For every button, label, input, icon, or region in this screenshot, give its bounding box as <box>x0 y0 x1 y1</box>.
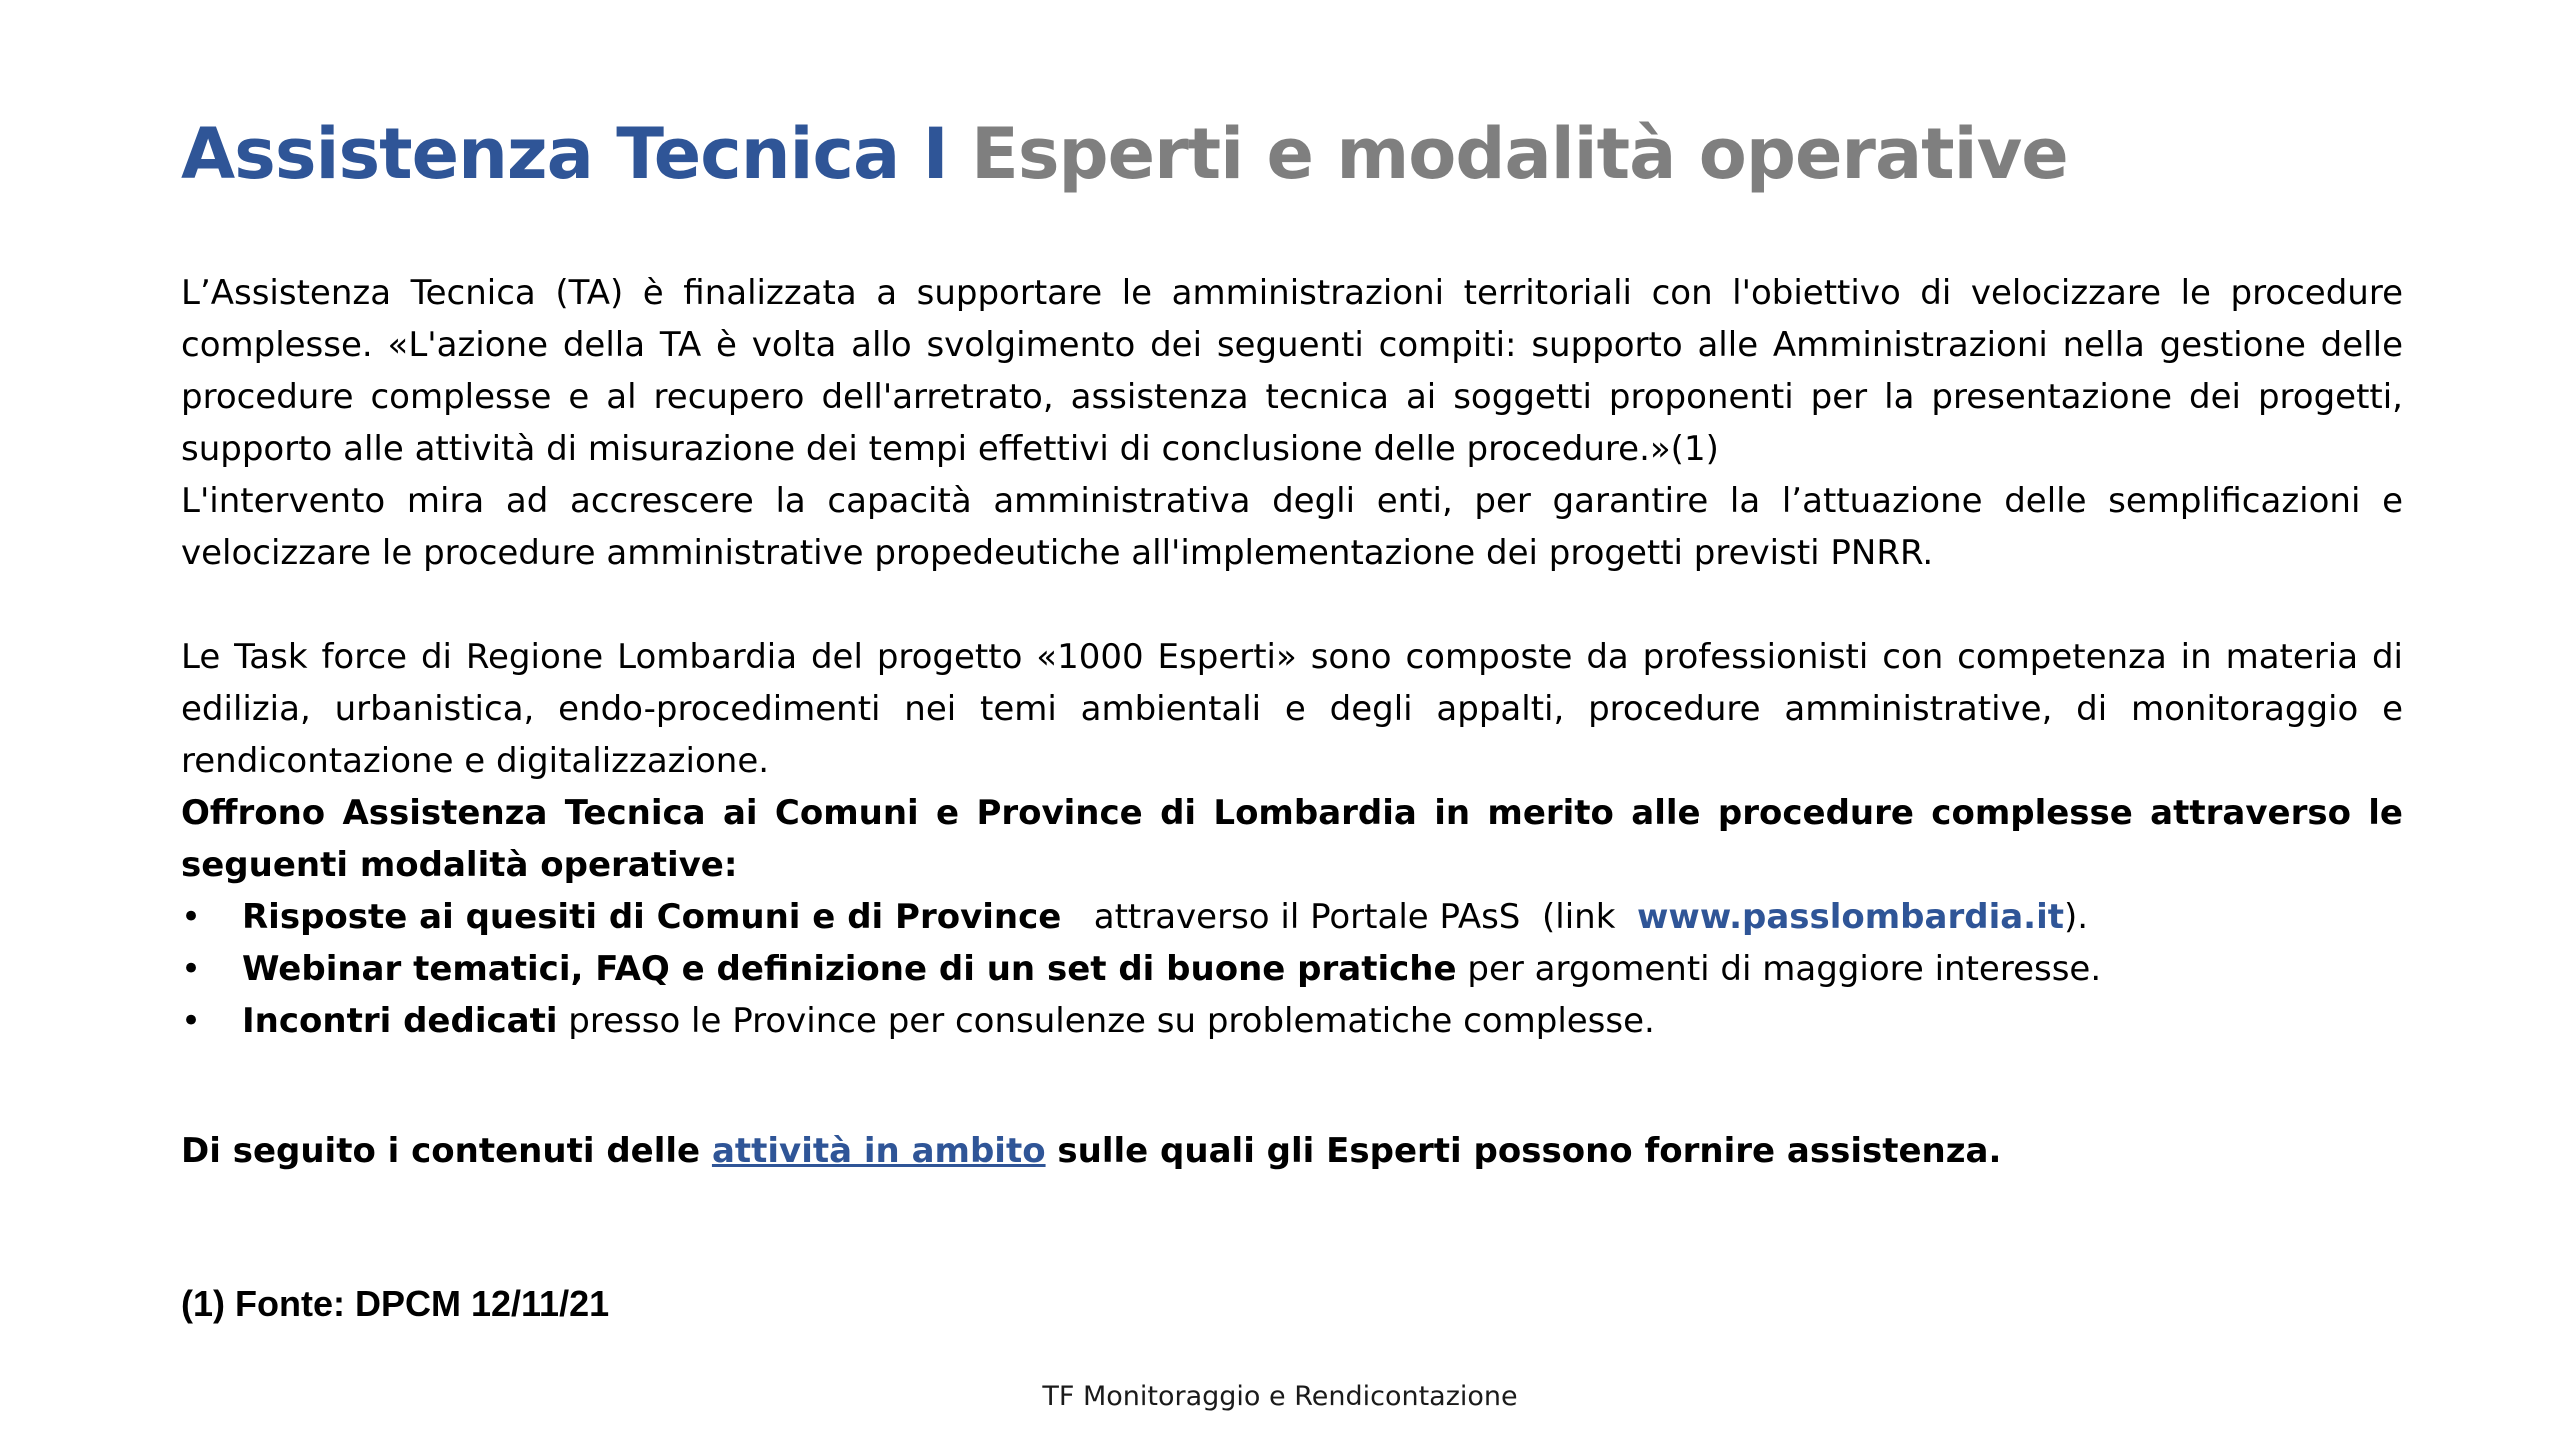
title-secondary: Esperti e modalità operative <box>947 113 2068 195</box>
bullet-marker: • <box>181 949 202 989</box>
closing-paragraph <box>181 1125 2403 1177</box>
slide-footer: TF Monitoraggio e Rendicontazione <box>1042 1381 1518 1412</box>
passlombardia-link[interactable]: www.passlombardia.it <box>1637 897 2064 937</box>
task-force-paragraph: Le Task force di Regione Lombardia del progetto «1000 Esperti» sono composte da professionisti con competenza in materia di edilizia, urbanistica, endo-procedimenti nei temi ambientali e degli appalti, procedure amministrative, di monitoraggio e rendicontazione e digitalizzazione. <box>181 637 2403 781</box>
bullet-marker: • <box>181 1001 202 1041</box>
attivita-in-ambito-link[interactable]: attività in ambito <box>711 1131 1046 1171</box>
closing-after: sulle quali gli Esperti possono fornire assistenza. <box>1045 1131 2002 1171</box>
list-item <box>181 891 2403 943</box>
bullet-text: attraverso il Portale PAsS (link <box>1061 897 1638 937</box>
paragraph-spacer <box>181 1047 2403 1099</box>
paragraph-spacer <box>181 1099 2403 1125</box>
bullet-text: presso le Province per consulenze su problematiche complesse. <box>557 1001 1655 1041</box>
title-primary: Assistenza Tecnica I <box>181 113 948 195</box>
footnote: (1) Fonte: DPCM 12/11/21 <box>181 1283 610 1324</box>
list-item <box>181 995 2403 1047</box>
bullet-marker: • <box>181 897 202 937</box>
intro-paragraph-2: L'intervento mira ad accrescere la capacità amministrativa degli enti, per garantire la l’attuazione delle semplificazioni e velocizzare le procedure amministrative propedeutiche all'implementazione dei progetti previsti PNRR. <box>181 481 2403 573</box>
paragraph-spacer <box>181 579 2403 631</box>
task-force-bold-intro: Offrono Assistenza Tecnica ai Comuni e Province di Lombardia in merito alle procedure complesse attraverso le seguenti modalità operative: <box>181 793 2403 885</box>
bullet-text: per argomenti di maggiore interesse. <box>1456 949 2102 989</box>
bullet-bold-text: Webinar tematici, FAQ e definizione di un set di buone pratiche <box>242 949 1457 989</box>
bullet-bold-text: Incontri dedicati <box>242 1001 558 1041</box>
modalities-list <box>181 891 2403 1047</box>
slide-title <box>181 112 2068 196</box>
intro-paragraph-1: L’Assistenza Tecnica (TA) è finalizzata a supportare le amministrazioni territoriali con l'obiettivo di velocizzare le procedure complesse. «L'azione della TA è volta allo svolgimento dei seguenti compiti: supporto alle Amministrazioni nella gestione delle procedure complesse e al recupero dell'arretrato, assistenza tecnica ai soggetti proponenti per la presentazione dei progetti, supporto alle attività di misurazione dei tempi effettivi di conclusione delle procedure.»(1) <box>181 273 2403 469</box>
list-item <box>181 943 2403 995</box>
bullet-bold-text: Risposte ai quesiti di Comuni e di Province <box>242 897 1062 937</box>
slide-body <box>181 267 2403 1177</box>
closing-before: Di seguito i contenuti delle <box>181 1131 712 1171</box>
bullet-after-text: ). <box>2064 897 2089 937</box>
